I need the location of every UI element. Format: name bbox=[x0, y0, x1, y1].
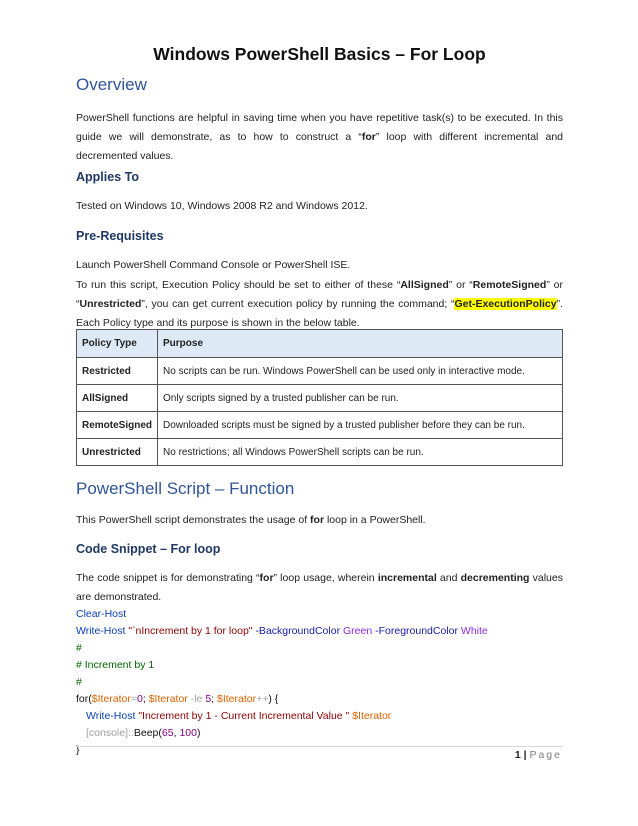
table-row bbox=[77, 439, 563, 466]
code-line: # bbox=[76, 676, 82, 688]
purpose-cell: Only scripts signed by a trusted publisher can be run. bbox=[158, 385, 563, 412]
footer-divider bbox=[76, 746, 563, 747]
purpose-cell: No restrictions; all Windows PowerShell scripts can be run. bbox=[158, 439, 563, 466]
code-line: } bbox=[76, 744, 80, 756]
code-line: for($Iterator=0; $Iterator -le 5; $Iterator++) { bbox=[76, 693, 279, 705]
script-heading: PowerShell Script – Function bbox=[76, 479, 295, 498]
code-snippet-heading: Code Snippet – For loop bbox=[76, 542, 221, 556]
prerequisites-line: Launch PowerShell Command Console or PowerShell ISE. bbox=[76, 259, 351, 271]
applies-to-text: Tested on Windows 10, Windows 2008 R2 and Windows 2012. bbox=[76, 200, 368, 212]
table-row bbox=[77, 412, 563, 439]
page-number: 1 bbox=[514, 749, 521, 761]
code-line: [console]::Beep(65, 100) bbox=[86, 727, 201, 739]
code-line: Write-Host "Increment by 1 - Current Incremental Value " $Iterator bbox=[86, 710, 392, 722]
policy-type-cell: Unrestricted bbox=[77, 439, 158, 466]
applies-to-heading: Applies To bbox=[76, 170, 139, 184]
code-block bbox=[76, 606, 488, 759]
code-line: # Increment by 1 bbox=[76, 659, 155, 671]
table-header-cell: Purpose bbox=[158, 330, 563, 358]
code-snippet-paragraph: The code snippet is for demonstrating “for” loop usage, wherein incremental and decrementing values are demonstrated. bbox=[76, 572, 563, 603]
code-line: Write-Host "`nIncrement by 1 for loop" -BackgroundColor Green -ForegroundColor White bbox=[76, 625, 488, 637]
table-row bbox=[77, 385, 563, 412]
policy-type-cell: AllSigned bbox=[77, 385, 158, 412]
page-label: Page bbox=[529, 749, 562, 761]
table-header-cell: Policy Type bbox=[77, 330, 158, 358]
table-row bbox=[77, 358, 563, 385]
page-footer: 1 | Page bbox=[514, 749, 562, 761]
code-line: Clear-Host bbox=[76, 608, 127, 620]
table-header-row bbox=[77, 330, 563, 358]
overview-heading: Overview bbox=[76, 75, 147, 94]
highlighted-command: Get-ExecutionPolicy bbox=[454, 298, 557, 310]
policy-type-cell: RemoteSigned bbox=[77, 412, 158, 439]
code-line: # bbox=[76, 642, 82, 654]
purpose-cell: No scripts can be run. Windows PowerShell can be used only in interactive mode. bbox=[158, 358, 563, 385]
prerequisites-heading: Pre-Requisites bbox=[76, 229, 164, 243]
document-title: Windows PowerShell Basics – For Loop bbox=[153, 44, 486, 64]
purpose-cell: Downloaded scripts must be signed by a trusted publisher before they can be run. bbox=[158, 412, 563, 439]
execution-policy-paragraph: To run this script, Execution Policy should be set to either of these “AllSigned” or “RemoteSigned” or “Unrestricted”, you can get current execution policy by running the command; “Get-ExecutionPolicy”. Each Policy type and its purpose is shown in the below table. bbox=[76, 279, 563, 329]
script-paragraph: This PowerShell script demonstrates the usage of for loop in a PowerShell. bbox=[76, 514, 426, 526]
overview-paragraph: PowerShell functions are helpful in saving time when you have repetitive task(s) to be executed. In this guide we will demonstrate, as to how to construct a “for” loop with different incremental and decremented values. bbox=[76, 112, 564, 162]
policy-type-cell: Restricted bbox=[77, 358, 158, 385]
policy-table bbox=[76, 329, 563, 466]
